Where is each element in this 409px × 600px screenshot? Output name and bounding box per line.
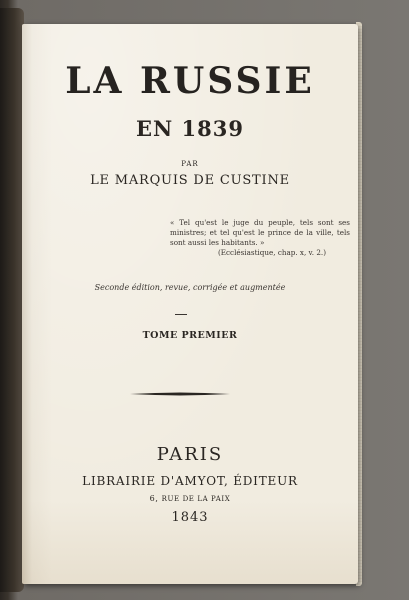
- short-rule-divider: [175, 314, 187, 315]
- publisher-name: LIBRAIRIE D'AMYOT, ÉDITEUR: [82, 474, 298, 488]
- publication-city: PARIS: [156, 444, 224, 465]
- address-street: RUE DE LA PAIX: [161, 495, 231, 503]
- ornamental-rule-divider: [130, 391, 230, 397]
- publisher-address: [22, 494, 358, 503]
- book-subtitle: EN 1839: [136, 116, 244, 141]
- address-number: 6,: [149, 494, 159, 503]
- edition-note: Seconde édition, revue, corrigée et augmentée: [94, 283, 286, 292]
- book-title: LA RUSSIE: [65, 60, 315, 102]
- publication-year: 1843: [171, 510, 209, 525]
- epigraph-source: (Ecclésiastique, chap. x, v. 2.): [217, 248, 326, 257]
- epigraph: [170, 218, 350, 258]
- volume-label: TOME PREMIER: [142, 330, 238, 341]
- author-name: LE MARQUIS DE CUSTINE: [90, 173, 290, 188]
- title-page-content: [22, 24, 358, 584]
- epigraph-text: « Tel qu'est le juge du peuple, tels sont ses ministres; et tel qu'est le prince de la ville, tels sont aussi les habitants. »: [170, 218, 350, 247]
- book-spine: [0, 8, 24, 592]
- by-line-word: PAR: [181, 160, 199, 168]
